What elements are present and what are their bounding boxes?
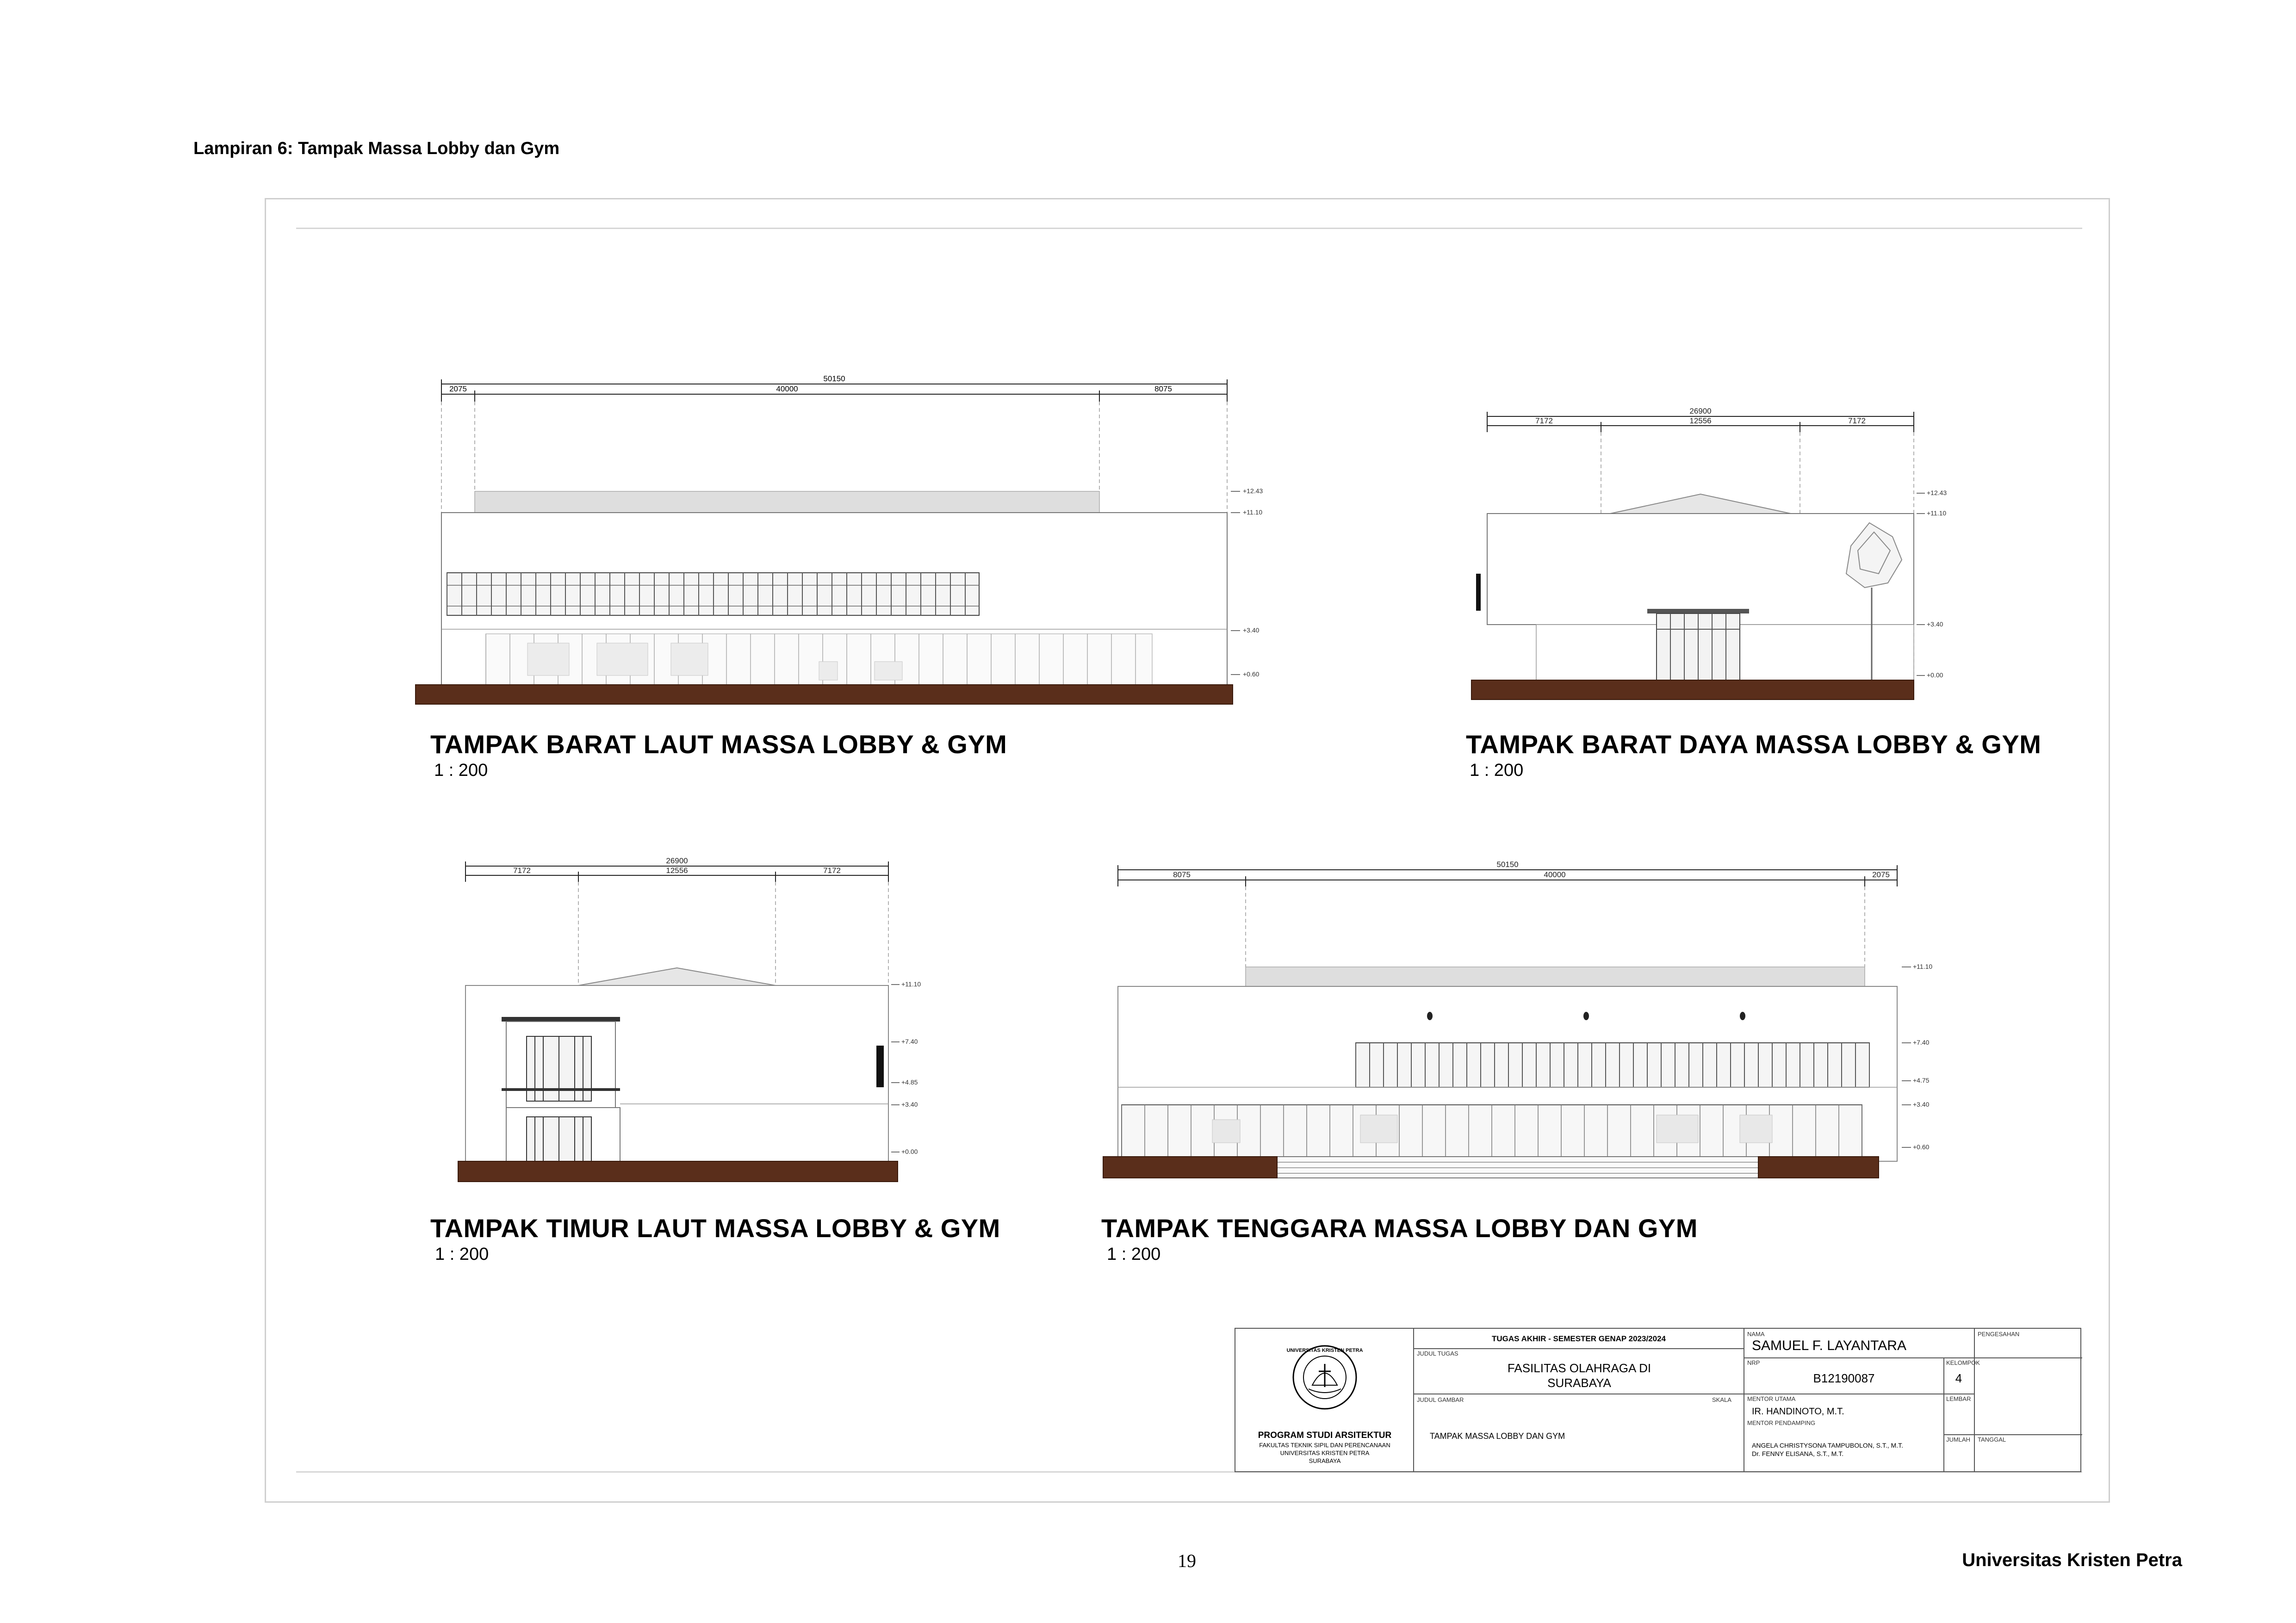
dim-segment: 7172 bbox=[1535, 416, 1553, 425]
elevation-scale: 1 : 200 bbox=[434, 761, 488, 780]
dim-segment: 40000 bbox=[1544, 870, 1566, 879]
city-name: SURABAYA bbox=[1309, 1457, 1341, 1464]
jumlah-label: JUMLAH bbox=[1946, 1436, 1971, 1443]
dim-segment: 2075 bbox=[1872, 870, 1890, 879]
level-label: +11.10 bbox=[1927, 509, 1947, 517]
level-label: +3.40 bbox=[1913, 1101, 1930, 1108]
skala-label: SKALA bbox=[1712, 1396, 1731, 1403]
elevation-title: TAMPAK BARAT DAYA MASSA LOBBY & GYM bbox=[1466, 730, 2042, 759]
level-label: +11.10 bbox=[1913, 963, 1933, 970]
footer-university: Universitas Kristen Petra bbox=[1962, 1550, 2182, 1570]
judul-gambar-label: JUDUL GAMBAR bbox=[1417, 1396, 1464, 1403]
elevation-barat-daya-drawing bbox=[1467, 403, 1947, 712]
judul-tugas-label: JUDUL TUGAS bbox=[1417, 1350, 1458, 1357]
level-label: +3.40 bbox=[1243, 626, 1260, 634]
level-label: +0.60 bbox=[1913, 1143, 1930, 1151]
title-block-divider bbox=[1943, 1434, 2082, 1435]
judul-tugas-line1: FASILITAS OLAHRAGA DI bbox=[1507, 1361, 1651, 1375]
page-heading: Lampiran 6: Tampak Massa Lobby dan Gym bbox=[193, 139, 560, 158]
title-block-divider bbox=[1744, 1357, 2082, 1358]
tanggal-label: TANGGAL bbox=[1978, 1436, 2006, 1443]
level-label: +12.43 bbox=[1243, 487, 1263, 495]
level-label: +3.40 bbox=[1927, 620, 1943, 628]
elevation-tenggara-drawing bbox=[1101, 851, 1971, 1194]
elevation-scale: 1 : 200 bbox=[1107, 1245, 1161, 1264]
elevation-scale: 1 : 200 bbox=[1470, 761, 1524, 780]
student-name: SAMUEL F. LAYANTARA bbox=[1752, 1338, 1906, 1353]
lembar-label: LEMBAR bbox=[1946, 1395, 1971, 1402]
dim-total: 26900 bbox=[666, 856, 688, 865]
dim-segment: 40000 bbox=[776, 384, 798, 393]
level-label: +0.00 bbox=[1927, 671, 1943, 679]
elevation-barat-laut-drawing bbox=[412, 365, 1263, 712]
level-label: +7.40 bbox=[901, 1038, 918, 1045]
elevation-title: TAMPAK BARAT LAUT MASSA LOBBY & GYM bbox=[430, 730, 1007, 759]
mentor-pendamping-1: ANGELA CHRISTYSONA TAMPUBOLON, S.T., M.T. bbox=[1752, 1442, 1903, 1449]
university-name: UNIVERSITAS KRISTEN PETRA bbox=[1280, 1450, 1370, 1456]
university-seal-logo bbox=[1286, 1343, 1363, 1412]
dim-segment: 7172 bbox=[823, 866, 841, 875]
mentor-pendamping-2: Dr. FENNY ELISANA, S.T., M.T. bbox=[1752, 1450, 1844, 1457]
dim-total: 50150 bbox=[1496, 860, 1519, 869]
pengesahan-label: PENGESAHAN bbox=[1978, 1331, 2020, 1338]
level-label: +12.43 bbox=[1927, 489, 1947, 496]
judul-tugas-line2: SURABAYA bbox=[1547, 1376, 1611, 1390]
program-name: PROGRAM STUDI ARSITEKTUR bbox=[1258, 1431, 1392, 1440]
sheet-top-rule bbox=[296, 228, 2082, 229]
seal-text: UNIVERSITAS KRISTEN PETRA bbox=[1286, 1348, 1363, 1353]
student-nrp: B12190087 bbox=[1813, 1371, 1875, 1385]
dim-total: 50150 bbox=[823, 374, 845, 383]
elevation-title: TAMPAK TENGGARA MASSA LOBBY DAN GYM bbox=[1101, 1214, 1698, 1243]
mentor-utama-label: MENTOR UTAMA bbox=[1747, 1395, 1796, 1402]
level-label: +4.85 bbox=[901, 1078, 918, 1086]
title-block bbox=[1235, 1328, 2081, 1472]
faculty-name: FAKULTAS TEKNIK SIPIL DAN PERENCANAAN bbox=[1259, 1442, 1390, 1449]
dim-segment: 2075 bbox=[449, 384, 467, 393]
dim-segment: 7172 bbox=[1848, 416, 1866, 425]
dim-segment: 7172 bbox=[513, 866, 531, 875]
title-block-divider bbox=[1974, 1329, 1975, 1471]
level-label: +0.00 bbox=[901, 1148, 918, 1155]
elevation-scale: 1 : 200 bbox=[435, 1245, 489, 1264]
dim-segment: 12556 bbox=[666, 866, 688, 875]
dim-segment: 8075 bbox=[1173, 870, 1191, 879]
nrp-label: NRP bbox=[1747, 1359, 1760, 1366]
page-number: 19 bbox=[1178, 1550, 1196, 1571]
level-label: +0.60 bbox=[1243, 670, 1260, 678]
level-label: +4.75 bbox=[1913, 1077, 1930, 1084]
kelompok-label: KELOMPOK bbox=[1946, 1359, 1980, 1366]
level-label: +11.10 bbox=[901, 980, 921, 988]
title-block-logo-cell bbox=[1235, 1329, 1414, 1471]
level-label: +11.10 bbox=[1243, 508, 1263, 516]
nama-label: NAMA bbox=[1747, 1331, 1765, 1338]
dim-segment: 12556 bbox=[1689, 416, 1712, 425]
mentor-utama: IR. HANDINOTO, M.T. bbox=[1752, 1406, 1844, 1417]
elevation-title: TAMPAK TIMUR LAUT MASSA LOBBY & GYM bbox=[430, 1214, 1000, 1243]
dim-segment: 8075 bbox=[1154, 384, 1172, 393]
kelompok-value: 4 bbox=[1955, 1371, 1962, 1385]
dim-total: 26900 bbox=[1689, 407, 1712, 415]
mentor-pendamping-label: MENTOR PENDAMPING bbox=[1747, 1419, 1816, 1426]
course-label: TUGAS AKHIR - SEMESTER GENAP 2023/2024 bbox=[1414, 1329, 1744, 1349]
level-label: +7.40 bbox=[1913, 1039, 1930, 1046]
level-label: +3.40 bbox=[901, 1101, 918, 1108]
elevation-timur-laut-drawing bbox=[453, 851, 944, 1194]
judul-gambar: TAMPAK MASSA LOBBY DAN GYM bbox=[1430, 1431, 1565, 1441]
